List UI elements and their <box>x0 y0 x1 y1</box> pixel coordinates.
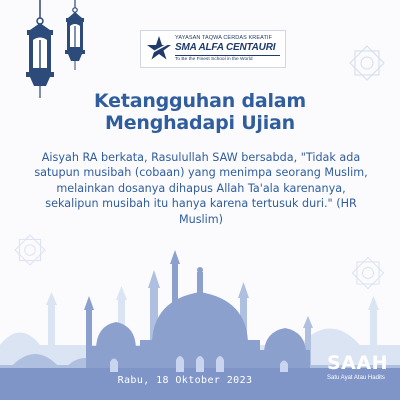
brand-subtitle: Satu Ayat Atau Hadits <box>327 375 385 381</box>
school-tagline: To Be the Finest School in the World <box>175 57 253 62</box>
hadith-quote: Aisyah RA berkata, Rasulullah SAW bersabda, "Tidak ada satupun musibah (cobaan) yang menimpa seorang Muslim, melainkan dosanya dihapus Allah Ta'ala karenanya, sekalipun musibah itu hanya karena tertusuk duri." (HR Muslim) <box>34 151 368 226</box>
school-logo <box>140 30 286 68</box>
date-text: Rabu, 18 Oktober 2023 <box>117 375 253 386</box>
title-line-1: Ketangguhan dalam <box>93 90 307 112</box>
logo-divider <box>175 55 280 56</box>
brand-name: SAAH <box>327 352 388 374</box>
school-name: SMA ALFA CENTAURI <box>175 42 276 53</box>
ornament-flower-icon <box>342 38 392 88</box>
star-logo-icon <box>146 35 172 61</box>
foundation-name: YAYASAN TAQWA CERDAS KREATIF <box>175 35 273 41</box>
title-line-2: Menghadapi Ujian <box>104 112 296 134</box>
